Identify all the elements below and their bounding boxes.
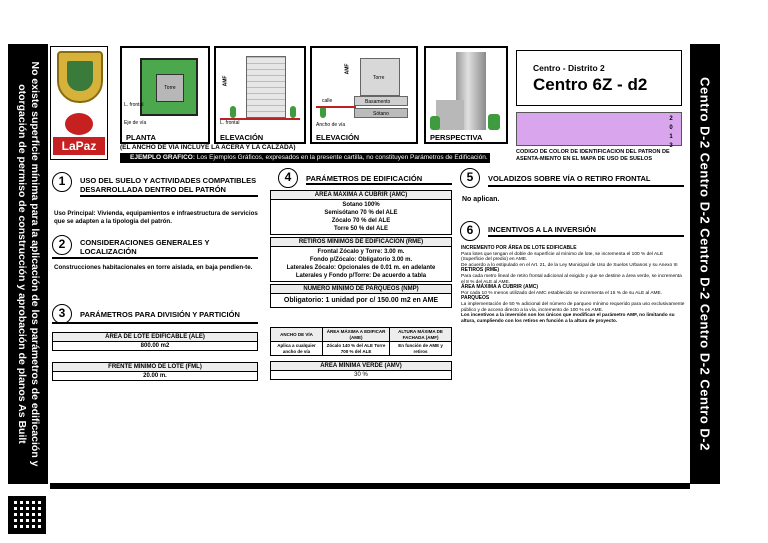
elevation-2-basamento: [354, 96, 408, 106]
perspective-image: [424, 46, 508, 144]
elevation-2-sotano: [354, 108, 408, 118]
fml-box: [52, 362, 258, 381]
ejemplo-grafico-bar: [120, 153, 490, 163]
amv-header: ÁREA MÍNIMA VERDE (AMV): [271, 362, 451, 371]
qr-code-icon[interactable]: [8, 496, 46, 534]
table-head-ancho: ANCHO DE VÍA: [271, 328, 323, 342]
ejemplo-label: EJEMPLO GRAFICO:: [130, 154, 196, 161]
inc-t1: Para lotes que tengan el doble de superficie al mínimo de lote, se incrementa el 100 % del ALE (Superficie del predio) en AME.: [461, 251, 664, 263]
planta-tower-label: Torre: [164, 85, 176, 91]
zone-title-box: [516, 50, 682, 106]
inc-h1: INCREMENTO POR ÁREA DE LOTE EDIFICABLE: [461, 245, 577, 251]
section-4-number: 4: [278, 168, 298, 188]
rme-header: RETIROS MÍNIMOS DE EDIFICACIÓN (RME): [271, 238, 451, 247]
section-2-title: CONSIDERACIONES GENERALES Y LOCALIZACIÓN: [80, 238, 210, 256]
inc-t2: Para cada metro lineal de retiro frontal adicional al exigido y que se destine a área verde, se incrementa el 8 % del ALE al AME.: [461, 273, 682, 285]
elevation-1-tower: [246, 56, 286, 118]
l-frontal-label: L. frontal: [124, 102, 144, 108]
elevation-2-image: [310, 46, 418, 144]
inc-h4: PARQUEOS: [461, 295, 490, 302]
planta-image: [120, 46, 210, 144]
planta-tower: [156, 74, 184, 102]
amf-label: AMF: [222, 75, 229, 87]
nmp-value: Obligatorio: 1 unidad por c/ 150.00 m2 en AME: [283, 297, 439, 304]
section-5-title: VOLADIZOS SOBRE VÍA O RETIRO FRONTAL: [488, 174, 651, 183]
nmp-header: NÚMERO MÍNIMO DE PARQUEOS (NMP): [271, 285, 451, 294]
l-frontal-label-2: L. frontal: [220, 120, 240, 126]
fml-header: FRENTE MÍNIMO DE LOTE (FML): [53, 363, 257, 372]
amc-box: [270, 190, 452, 235]
section-2-body: Construcciones habitacionales en torre aislada, en baja pendien-te.: [54, 264, 253, 271]
amf-label-2: AMF: [344, 63, 351, 75]
section-6-body: [461, 246, 685, 324]
inc-t3: Por cada 10 % menos utilizado del AMC establecido se incrementa el 15 % de su ALE al AME.: [461, 290, 663, 296]
color-code-note: CODIGO DE COLOR DE IDENTIFICACION DEL PATRON DE ASENTA-MIENTO EN EL MAPA DE USO DE SUELOS: [516, 149, 670, 162]
rme-values: Frontal Zócalo y Torre: 3.00 m. Fondo p/Zócalo: Obligatorio 3.00 m. Laterales Zócalo: Opcionales de 0.01 m. en adelante Laterales y Fondo p/Torre: De acuerdo a tabla: [286, 249, 436, 279]
basamento-label: Basamento: [365, 99, 391, 105]
bottom-divider: [50, 483, 690, 489]
section-3-number: 3: [52, 304, 72, 324]
section-6-number: 6: [460, 221, 480, 241]
left-vertical-banner: [8, 44, 48, 484]
lapaz-emblem-icon: [65, 113, 93, 135]
fml-value: 20.00 m.: [143, 373, 167, 379]
elevation-2-tower-label: Torre: [373, 75, 385, 81]
eje-label: Eje de vía: [124, 120, 147, 126]
section-5-number: 5: [460, 168, 480, 188]
amc-header: ÁREA MÁXIMA A CUBRIR (AMC): [271, 191, 451, 200]
inc-h3: ÁREA MÁXIMA A CUBRIR (AMC): [461, 284, 539, 291]
inc-h2: RETIROS (RME): [461, 267, 500, 274]
zone-subtitle: Centro - Distrito 2: [533, 63, 605, 73]
ancho-via-note: (EL ANCHO DE VIA INCLUYE LA ACERA Y LA CALZADA): [120, 144, 296, 151]
ejemplo-text: Los Ejemplos Gráficos, expresados en la presente cartilla, no constituyen Parámetros de Edificación.: [195, 154, 488, 161]
section-6-title: INCENTIVOS A LA INVERSIÓN: [488, 225, 596, 234]
amv-box: [270, 361, 452, 380]
section-1-body: Uso Principal: Vivienda, equipamientos e infraestructura de servicios que se adapten a la tipología del patrón.: [54, 210, 258, 225]
zone-title: Centro 6Z - d2: [533, 75, 648, 94]
right-banner-text: Centro D-2 Centro D-2 Centro D-2 Centro D-2 Centro D-2: [697, 77, 713, 451]
table-cell-amf: En función de AME y retiros: [390, 342, 452, 356]
perspective-caption: PERSPECTIVA: [430, 133, 483, 142]
lapaz-logo-text: LaPaz: [53, 137, 105, 155]
section-5-body: No aplican.: [462, 196, 500, 203]
inc-t5: Los incentivos a la inversión son los únicos que modifican el parámetro AMF, no limitando su altura, cumpliendo con los retiros en función a la altura de proyecto.: [461, 313, 675, 324]
elevation-2-tower: [360, 58, 400, 96]
ale-value: 800.00 m2: [140, 343, 170, 349]
section-4-title: PARÁMETROS DE EDIFICACIÓN: [306, 174, 423, 183]
calle-label: calle: [322, 98, 333, 104]
inc-t1b: De acuerdo a lo estipulado en el Art. 21, de la Ley Municipal de Uso de Suelos Urbanos y su Anexo III: [461, 262, 678, 268]
section-2-number: 2: [52, 235, 72, 255]
rme-box: [270, 237, 452, 282]
ale-header: ÁREA DE LOTE EDIFICABLE (ALE): [53, 333, 257, 342]
planta-lot: [140, 58, 198, 116]
amc-values: Sotano 100% Semisótano 70 % del ALE Zócalo 70 % del ALE Torre 50 % del ALE: [324, 202, 398, 232]
elevation-1-image: [214, 46, 306, 144]
table-head-ame: ÁREA MÁXIMA A EDIFICAR (AME): [323, 328, 390, 342]
ame-table: [270, 327, 452, 356]
section-1-title: USO DEL SUELO Y ACTIVIDADES COMPATIBLES DESARROLLADA DENTRO DEL PATRÓN: [80, 176, 257, 194]
section-3-title: PARÁMETROS PARA DIVISIÓN Y PARTICIÓN: [80, 310, 240, 319]
nmp-box: [270, 284, 452, 308]
planta-caption: PLANTA: [126, 133, 156, 142]
inc-t4: La implementación de 50 % adicional del número de parqueo mínimo requerido para uso exclusivamente público y de acceso directo a la vía, incremento de 100 % en AME.: [461, 301, 685, 313]
table-head-amf: ALTURA MÁXIMA DE FACHADA (AMF): [390, 328, 452, 342]
elevation-2-caption: ELEVACIÓN: [316, 133, 360, 142]
logo-column: [50, 46, 108, 160]
amv-value: 30 %: [354, 372, 368, 378]
year-label: 2 0 1 3: [669, 116, 673, 149]
section-1-number: 1: [52, 172, 72, 192]
table-cell-ame: Zócalo 140 % del ALE Torre 700 % del ALE: [323, 342, 390, 356]
right-vertical-banner: [690, 44, 720, 484]
left-banner-text: No existe superficie mínima para la aplicación de los parámetros de edificación y otorgación de permiso de construcción y aprobación de planos As Built: [16, 61, 41, 467]
coat-of-arms-icon: [57, 51, 103, 103]
sotano-label: Sótano: [373, 111, 389, 117]
ancho-via-label: Ancho de vía: [316, 122, 346, 128]
elevation-1-caption: ELEVACIÓN: [220, 133, 264, 142]
ale-box: [52, 332, 258, 351]
color-code-swatch: [516, 112, 682, 149]
table-cell-ancho: Aplica a cualquier ancho de vía: [271, 342, 323, 356]
